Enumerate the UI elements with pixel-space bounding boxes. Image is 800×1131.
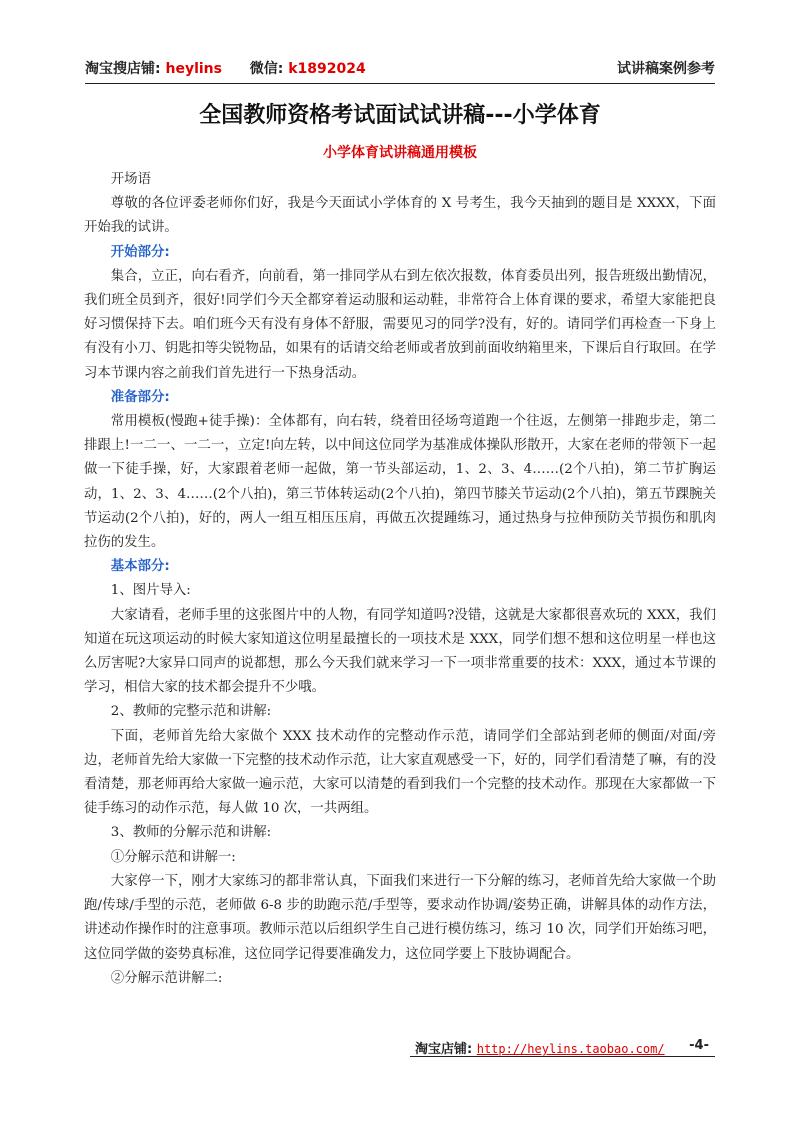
paragraph-step-one: 大家停一下，刚才大家练习的都非常认真，下面我们来进行一下分解的练习，老师首先给大家做一个助跑/传球/手型的示范，老师做 6-8 步的助跑示范/手型等，要求动作协调/姿势正确，讲解具体的动作方法，讲述动作操作时的注意事项。教师示范以后组织学生自己进行模仿练习，练习 10 次，同学们开始练习吧，这位同学做的姿势真标准，这位同学记得要准确发力，这位同学要上下肢协调配合。 — [84, 873, 716, 962]
subheading-step-two: ②分解示范讲解二: — [110, 970, 223, 986]
paragraph-greeting: 尊敬的各位评委老师你们好，我是今天面试小学体育的 X 号考生，我今天抽到的题目是 XXXX，下面开始我的试讲。 — [84, 196, 716, 236]
subheading-full-demo: 2、教师的完整示范和讲解: — [110, 704, 272, 720]
header-shop-label: 淘宝搜店铺: — [85, 61, 161, 77]
header-shop-info — [85, 58, 366, 78]
header-wechat-label: 微信: — [249, 61, 284, 77]
header-right-text: 试讲稿案例参考 — [617, 61, 715, 77]
footer-shop-link[interactable]: http://heylins.taobao.com/ — [476, 1042, 665, 1056]
footer-shop — [415, 1038, 665, 1057]
document-subtitle: 小学体育试讲稿通用模板 — [323, 145, 477, 161]
header-shop-name: heylins — [165, 61, 222, 77]
paragraph-start: 集合，立正，向右看齐，向前看，第一排同学从右到左依次报数，体育委员出列，报告班级出勤情况，我们班全员到齐，很好!同学们今天全都穿着运动服和运动鞋，非常符合上体育课的要求，希望大家能把良好习惯保持下去。咱们班今天有没有身体不舒服，需要见习的同学?没有，好的。请同学们再检查一下身上有没有小刀、钥匙扣等尖锐物品，如果有的话请交给老师或者放到前面收纳箱里来，下课后自行取回。在学习本节课内容之前我们首先进行一下热身活动。 — [84, 268, 716, 381]
page-number: -4- — [689, 1038, 709, 1053]
footer-shop-label: 淘宝店铺: — [415, 1042, 473, 1057]
paragraph-picture-intro: 大家请看，老师手里的这张图片中的人物，有同学知道吗?没错，这就是大家都很喜欢玩的 XXX，我们知道在玩这项运动的时候大家知道这位明星最擅长的一项技术是 XXX，同学们想不想和这位明星一样也这么厉害呢?大家异口同声的说都想，那么今天我们就来学习一下一项非常重要的技术：XXX，通过本节课的学习，相信大家的技术都会提升不少哦。 — [84, 607, 716, 696]
paragraph-prepare: 常用模板(慢跑+徒手操)：全体都有，向右转，绕着田径场弯道跑一个往返，左侧第一排跑步走，第二排跟上!一二一、一二一，立定!向左转，以中间这位同学为基准成体操队形散开，大家在老师的带领下一起做一下徒手操，好，大家跟着老师一起做，第一节头部运动，1、2、3、4……(2个八拍)，第二节扩胸运动，1、2、3、4……(2个八拍)，第三节体转运动(2个八拍)，第四节膝关节运动(2个八拍)，第五节踝腕关节运动(2个八拍)，好的，两人一组互相压压肩，再做五次提踵练习，通过热身与拉伸预防关节损伤和肌肉拉伤的发生。 — [84, 414, 716, 551]
document-body — [84, 168, 716, 991]
page-header — [85, 58, 715, 80]
section-heading-basic: 基本部分: — [110, 559, 170, 575]
subheading-step-demo: 3、教师的分解示范和讲解: — [110, 825, 272, 841]
paragraph-full-demo: 下面，老师首先给大家做个 XXX 技术动作的完整动作示范，请同学们全部站到老师的侧面/对面/旁边，老师首先给大家做一下完整的技术动作示范，让大家直观感受一下，好的，同学们看清楚了嘛，有的没看清楚，那老师再给大家做一遍示范，大家可以清楚的看到我们一个完整的技术动作。那现在大家都做一下徒手练习的动作示范，每人做 10 次，一共两组。 — [84, 728, 716, 817]
subheading-picture-intro: 1、图片导入: — [110, 583, 191, 599]
subheading-step-one: ①分解示范和讲解一: — [110, 849, 236, 865]
section-heading-start: 开始部分: — [110, 244, 170, 260]
footer-divider — [410, 1056, 715, 1057]
header-wechat-id: k1892024 — [288, 61, 366, 77]
section-heading-prepare: 准备部分: — [110, 389, 170, 405]
document-title: 全国教师资格考试面试试讲稿---小学体育 — [199, 103, 601, 128]
header-divider — [85, 83, 715, 84]
page-footer — [85, 1038, 715, 1058]
paragraph-opening-heading: 开场语 — [110, 172, 151, 187]
